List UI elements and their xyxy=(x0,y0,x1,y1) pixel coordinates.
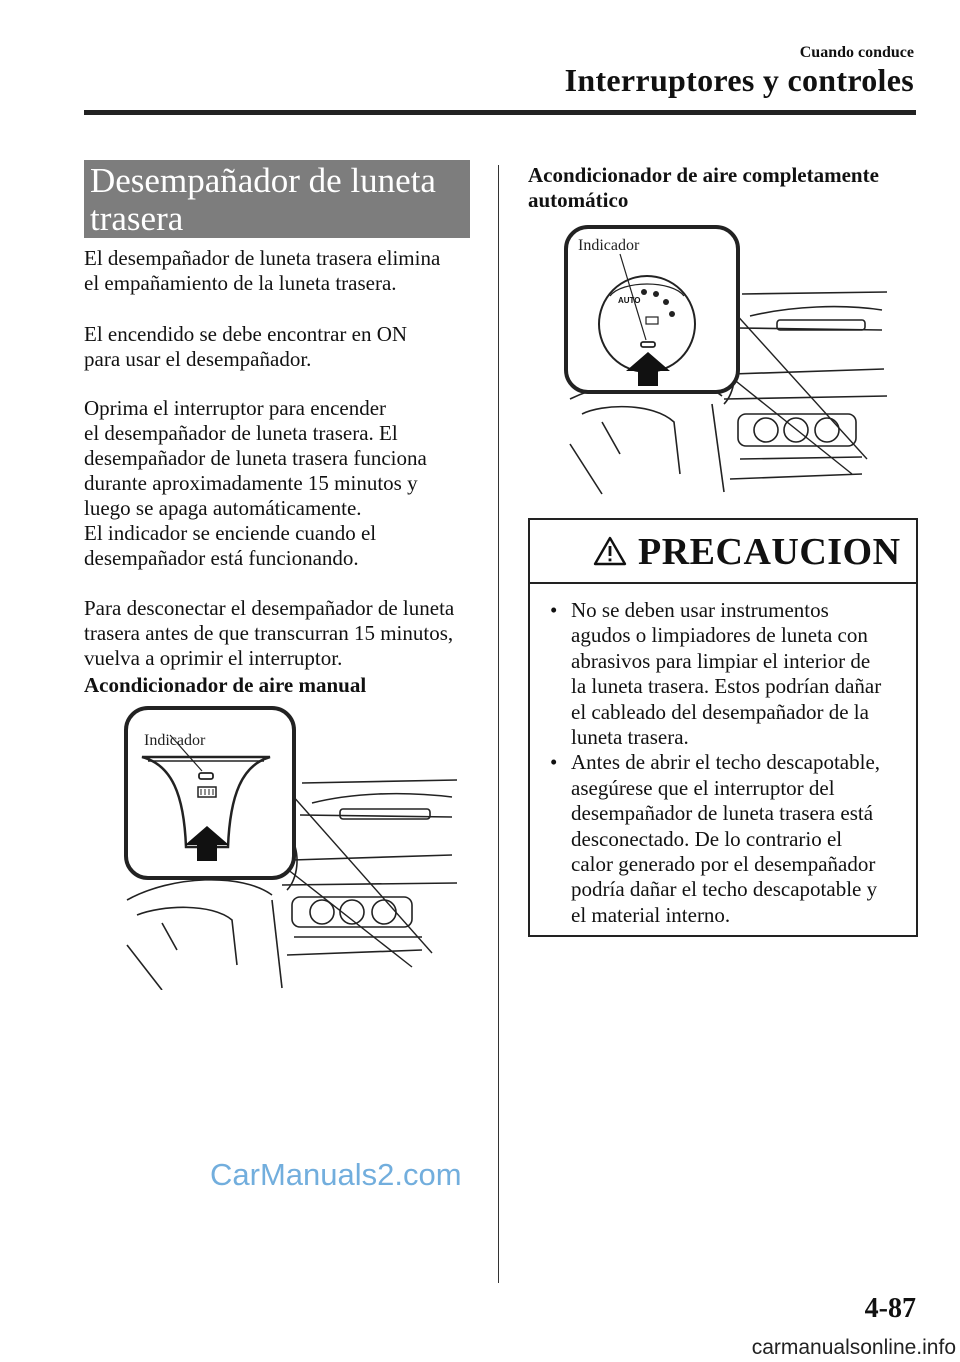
bullet-icon: • xyxy=(550,750,558,775)
text-line: luego se apaga automáticamente. xyxy=(84,496,362,520)
paragraph-ignition xyxy=(84,322,484,372)
section-title-line: trasera xyxy=(90,199,184,238)
bullet-icon: • xyxy=(550,598,558,622)
footer-site-link[interactable]: carmanualsonline.info xyxy=(751,1336,956,1359)
auto-ac-heading xyxy=(528,163,879,213)
paragraph-operation xyxy=(84,396,484,571)
text-line: asegúrese que el interruptor del xyxy=(571,775,835,800)
page-number: 4-87 xyxy=(864,1293,916,1324)
warning-icon xyxy=(593,536,627,571)
text-line: El encendido se debe encontrar en ON xyxy=(84,322,408,346)
text-line: Antes de abrir el techo descapotable, xyxy=(571,750,881,775)
paragraph-intro xyxy=(84,246,484,296)
text-line: agudos o limpiadores de luneta con xyxy=(571,623,868,648)
auto-ac-figure xyxy=(562,224,892,501)
text-line: para usar el desempañador. xyxy=(84,347,312,371)
paragraph-off xyxy=(84,596,484,671)
text-line: El indicador se enciende cuando el xyxy=(84,521,377,545)
text-line: desempañador de luneta trasera está xyxy=(571,801,874,826)
caution-header xyxy=(530,520,916,584)
page-title: Interruptores y controles xyxy=(564,62,914,98)
caution-list xyxy=(530,598,910,928)
text-line: El desempañador de luneta trasera elimina xyxy=(84,246,441,270)
caution-box xyxy=(528,518,918,937)
text-line: abrasivos para limpiar el interior de xyxy=(571,648,871,673)
text-line: Para desconectar el desempañador de luneta xyxy=(84,596,455,620)
text-line: el desempañador de luneta trasera. El xyxy=(84,421,398,445)
text-line: el material interno. xyxy=(571,902,731,927)
text-line: desconectado. De lo contrario el xyxy=(571,826,843,851)
column-divider xyxy=(498,165,499,1283)
watermark-link[interactable]: CarManuals2.com xyxy=(210,1157,462,1192)
text-line: trasera antes de que transcurran 15 minutos, xyxy=(84,621,454,645)
manual-ac-heading: Acondicionador de aire manual xyxy=(84,673,367,697)
figure-label: Indicador xyxy=(578,237,640,254)
text-line: luneta trasera. xyxy=(571,725,689,750)
section-title-line: Desempañador de luneta xyxy=(90,161,436,200)
chapter-label: Cuando conduce xyxy=(799,44,914,61)
text-line: Oprima el interruptor para encender xyxy=(84,396,387,420)
text-line: No se deben usar instrumentos xyxy=(571,598,829,622)
text-line: podría dañar el techo descapotable y xyxy=(571,877,878,902)
section-title-box xyxy=(84,160,470,238)
section-title xyxy=(90,162,436,238)
caution-item xyxy=(530,750,910,928)
text-line: desempañador de luneta trasera funciona xyxy=(84,446,427,470)
heading-line: automático xyxy=(528,188,629,212)
text-line: calor generado por el desempañador xyxy=(571,852,876,877)
text-line: la luneta trasera. Estos podrían dañar xyxy=(571,674,882,699)
manual-ac-figure xyxy=(122,705,462,995)
text-line: desempañador está funcionando. xyxy=(84,546,359,570)
auto-label: AUTO xyxy=(618,296,641,305)
text-line: el cableado del desempañador de la xyxy=(571,699,869,724)
header-rule xyxy=(84,110,916,115)
text-line: el empañamiento de la luneta trasera. xyxy=(84,271,397,295)
caution-item xyxy=(530,598,910,750)
figure-label: Indicador xyxy=(144,732,206,749)
text-line: durante aproximadamente 15 minutos y xyxy=(84,471,418,495)
text-line: vuelva a oprimir el interruptor. xyxy=(84,646,343,670)
caution-title: PRECAUCION xyxy=(638,531,901,573)
heading-line: Acondicionador de aire completamente xyxy=(528,163,879,187)
